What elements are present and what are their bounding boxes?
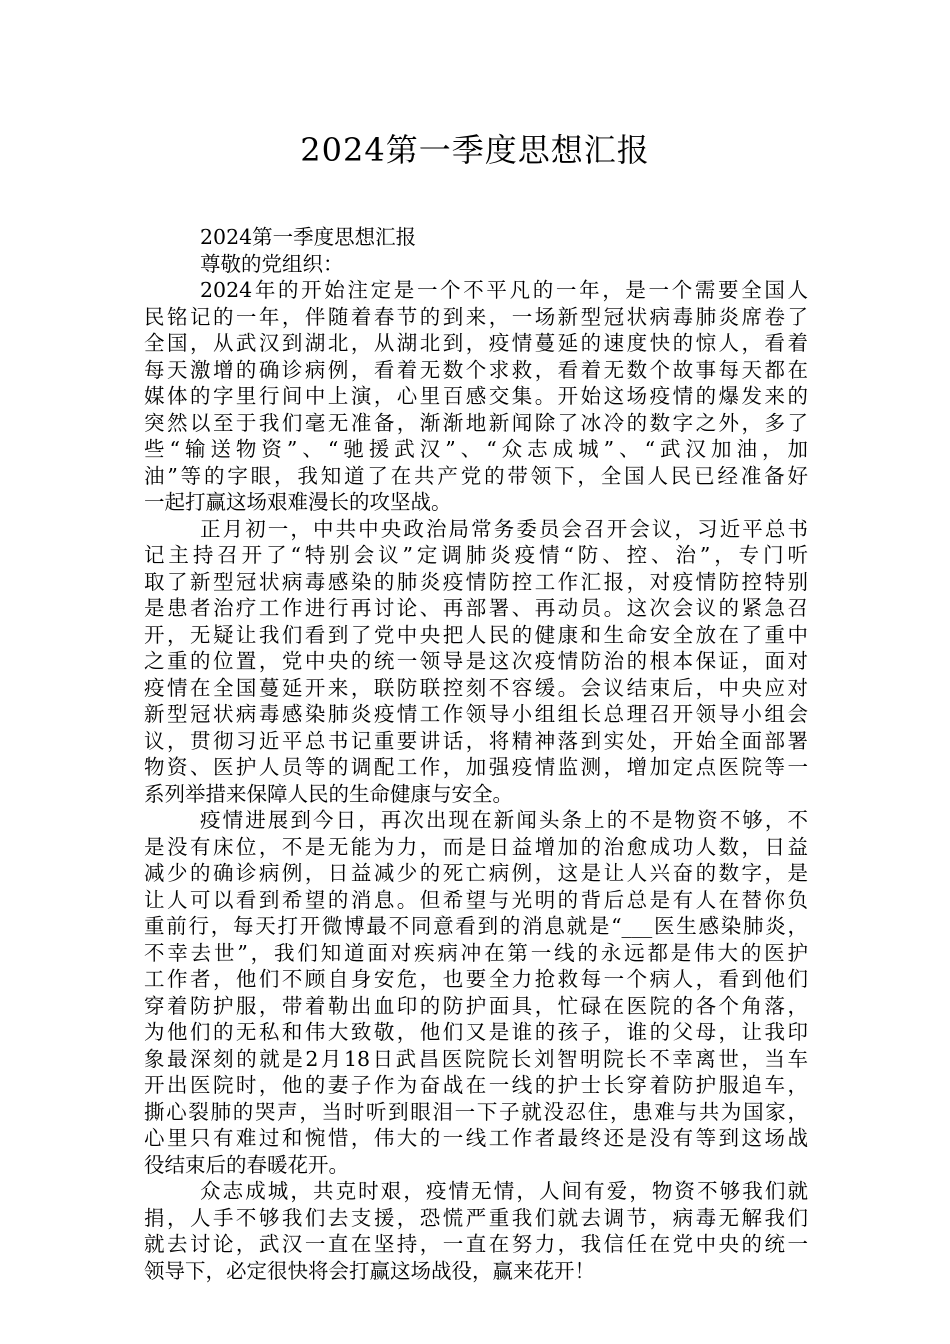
paragraph-line: 是没有床位，不是无能为力，而是日益增加的治愈成功人数，日益: [144, 834, 808, 859]
paragraph-line: 全国，从武汉到湖北，从湖北到，疫情蔓延的速度快的惊人，看着: [144, 331, 808, 355]
paragraph-line: 是患者治疗工作进行再讨论、再部署、再动员。这次会议的紧急召: [144, 596, 808, 620]
paragraph-line: 每天激增的确诊病例，看着无数个求救，看着无数个故事每天都在: [144, 357, 808, 382]
paragraph-line: 役结束后的春暖花开。: [144, 1152, 349, 1177]
paragraph-line: 媒体的字里行间中上演，心里百感交集。开始这场疫情的爆发来的: [144, 384, 808, 408]
paragraph-line: 议，贯彻习近平总书记重要讲话，将精神落到实处，开始全面部署: [144, 728, 808, 753]
paragraph-line: 正月初一，中共中央政治局常务委员会召开会议，习近平总书: [200, 516, 808, 541]
paragraph-line: 疫情进展到今日，再次出现在新闻头条上的不是物资不够，不: [200, 808, 808, 832]
paragraph-line: 一起打赢这场艰难漫长的攻坚战。: [144, 490, 452, 514]
paragraph-line: 工作者，他们不顾自身安危，也要全力抢救每一个病人，看到他们: [144, 967, 808, 991]
paragraph-line: 些“输送物资”、“驰援武汉”、“众志成城”、“武汉加油，加: [144, 437, 808, 461]
paragraph-line: 突然以至于我们毫无准备，渐渐地新闻除了冰冷的数字之外，多了: [144, 410, 808, 435]
paragraph-line: 开，无疑让我们看到了党中央把人民的健康和生命安全放在了重中: [144, 622, 808, 647]
paragraph-line: 油”等的字眼，我知道了在共产党的带领下，全国人民已经准备好: [144, 463, 808, 488]
paragraph-line: 之重的位置，党中央的统一领导是这次疫情防治的根本保证，面对: [144, 649, 808, 673]
paragraph-line: 取了新型冠状病毒感染的肺炎疫情防控工作汇报，对疫情防控特别: [144, 569, 808, 594]
salutation-line: 尊敬的党组织：: [200, 251, 344, 276]
paragraph-line: 心里只有难过和惋惜，伟大的一线工作者最终还是没有等到这场战: [144, 1126, 808, 1150]
paragraph-line: 撕心裂肺的哭声，当时听到眼泪一下子就没忍住，患难与共为国家，: [144, 1099, 808, 1124]
paragraph-line: 重前行，每天打开微博最不同意看到的消息就是“___医生感染肺炎，: [144, 914, 808, 938]
paragraph-line: 领导下，必定很快将会打赢这场战役，赢来花开！: [144, 1258, 595, 1283]
paragraph-line: 开出医院时，他的妻子作为奋战在一线的护士长穿着防护服追车，: [144, 1073, 808, 1097]
paragraph-line: 民铭记的一年，伴随着春节的到来，一场新型冠状病毒肺炎席卷了: [144, 304, 808, 329]
paragraph-line: 穿着防护服，带着勒出血印的防护面具，忙碌在医院的各个角落，: [144, 993, 808, 1018]
paragraph-line: 捐，人手不够我们去支援，恐慌严重我们就去调节，病毒无解我们: [144, 1205, 808, 1230]
paragraph-line: 疫情在全国蔓延开来，联防联控刻不容缓。会议结束后，中央应对: [144, 675, 808, 700]
paragraph-line: 2024年的开始注定是一个不平凡的一年，是一个需要全国人: [200, 278, 808, 302]
paragraph-3: [144, 807, 808, 1178]
document-body: [144, 224, 808, 1284]
paragraph-4: [144, 1178, 808, 1284]
paragraph-line: 为他们的无私和伟大致敬，他们又是谁的孩子，谁的父母，让我印: [144, 1020, 808, 1044]
paragraph-line: 象最深刻的就是2月18日武昌医院院长刘智明院长不幸离世，当车: [144, 1046, 808, 1071]
paragraph-2: [144, 516, 808, 808]
paragraph-line: 新型冠状病毒感染肺炎疫情工作领导小组组长总理召开领导小组会: [144, 702, 808, 726]
paragraph-line: 让人可以看到希望的消息。但希望与光明的背后总是有人在替你负: [144, 887, 808, 912]
paragraph-line: 记主持召开了“特别会议”定调肺炎疫情“防、控、治”，专门听: [144, 543, 808, 567]
paragraph-line: 物资、医护人员等的调配工作，加强疫情监测，增加定点医院等一: [144, 755, 808, 779]
document-title: 2024第一季度思想汇报: [300, 131, 650, 169]
paragraph-line: 减少的确诊病例，日益减少的死亡病例，这是让人兴奋的数字，是: [144, 861, 808, 885]
paragraph-line: 众志成城，共克时艰，疫情无情，人间有爱，物资不够我们就: [200, 1179, 808, 1203]
subtitle-line: 2024第一季度思想汇报: [200, 225, 417, 249]
paragraph-1: [144, 277, 808, 516]
paragraph-line: 不幸去世”，我们知道面对疾病冲在第一线的永远都是伟大的医护: [144, 940, 808, 965]
paragraph-line: 就去讨论，武汉一直在坚持，一直在努力，我信任在党中央的统一: [144, 1232, 808, 1256]
paragraph-line: 系列举措来保障人民的生命健康与安全。: [144, 781, 513, 806]
